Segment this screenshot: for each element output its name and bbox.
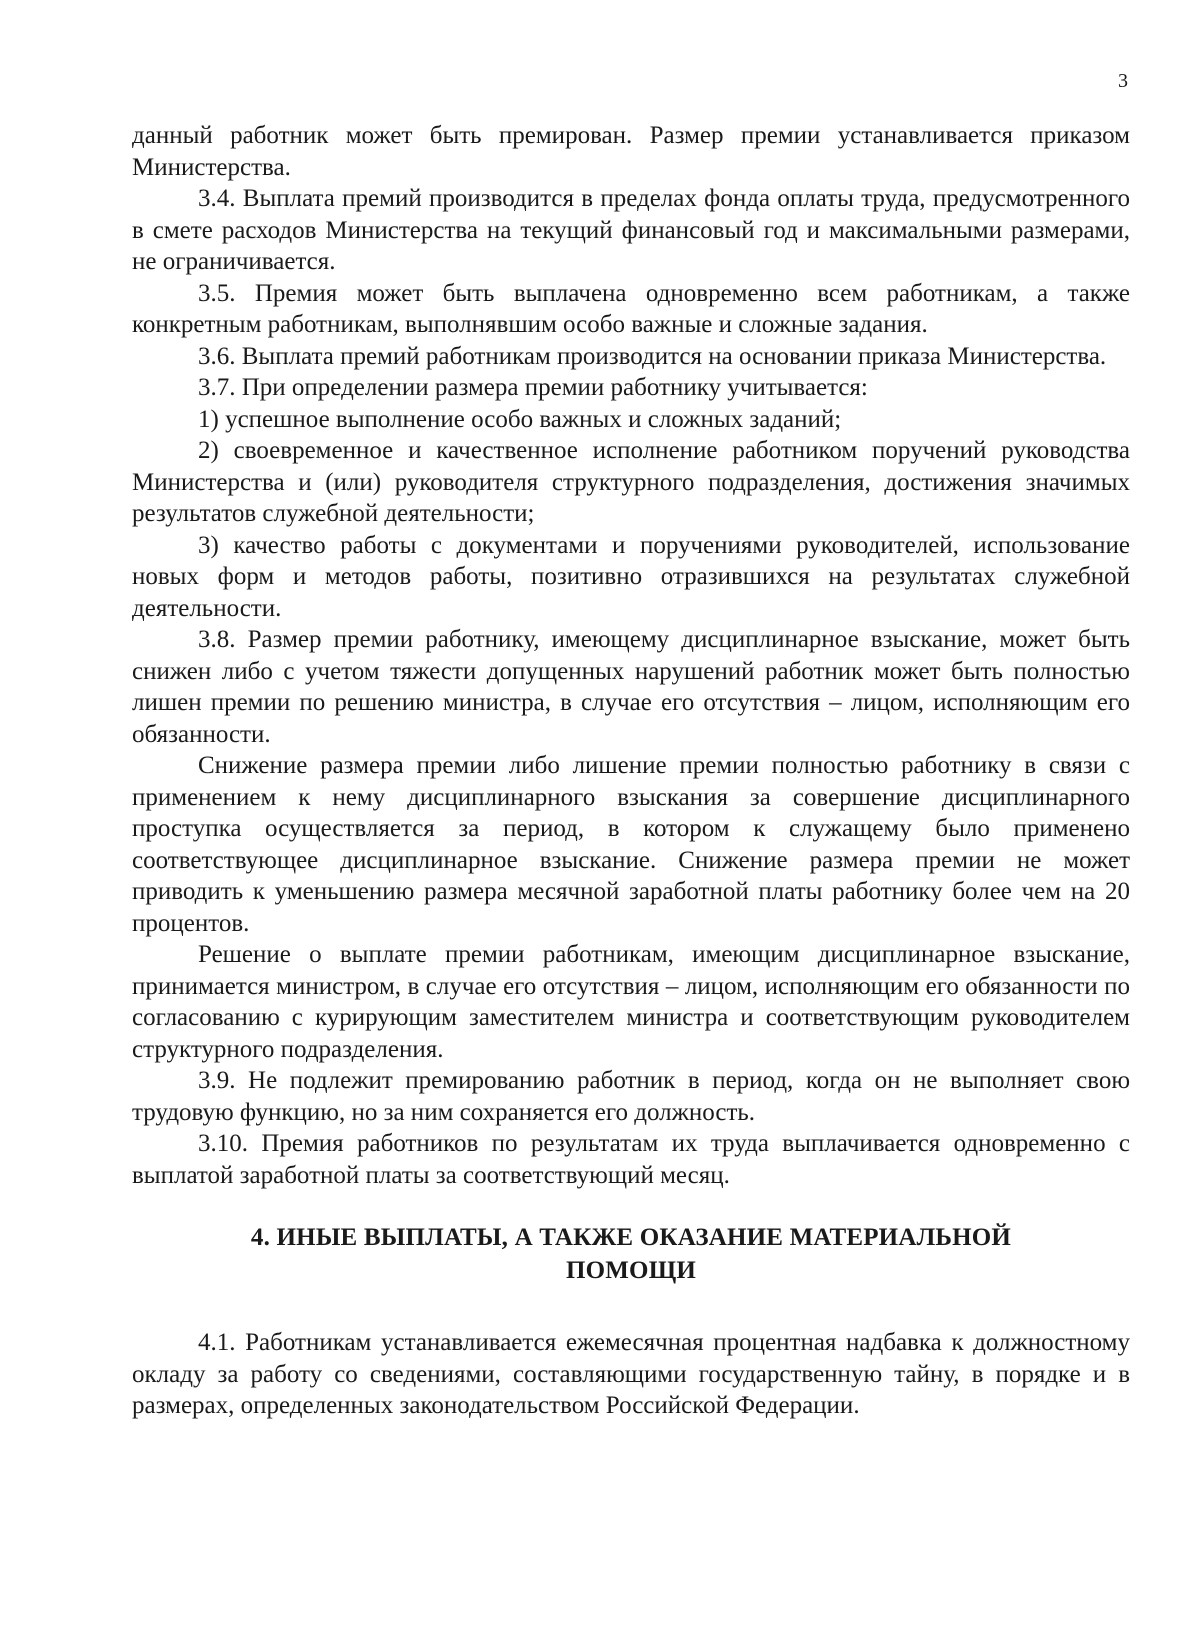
paragraph: 3) качество работы с документами и поручениями руководителей, использование новых форм и методов работы, позитивно отразившихся на результатах служебной деятельности. [132,531,1130,622]
paragraph: 2) своевременное и качественное исполнение работником поручений руководства Министерства и (или) руководителя структурного подразделения, достижения значимых результатов служебной деятельности; [132,437,1130,527]
paragraph: 3.8. Размер премии работнику, имеющему дисциплинарное взыскание, может быть снижен либо с учетом тяжести допущенных нарушений работник может быть полностью лишен премии по решению министра, в случае его отсутствия – лицом, исполняющим его обязанности. [132,626,1130,748]
paragraph: 3.9. Не подлежит премированию работник в период, когда он не выполняет свою трудовую функцию, но за ним сохраняется его должность. [132,1067,1130,1126]
paragraph: Снижение размера премии либо лишение премии полностью работнику в связи с применением к нему дисциплинарного взыскания за совершение дисциплинарного проступка осуществляется за период, в котором к служащему было применено соответствующее дисциплинарное взыскание. Снижение размера премии не может приводить к уменьшению размера месячной заработной платы работнику более чем на 20 процентов. [132,752,1130,937]
paragraph: 3.6. Выплата премий работникам производится на основании приказа Министерства. [198,342,1107,370]
section-4-text [132,1327,1130,1422]
page-number: 3 [1118,70,1128,92]
paragraph: данный работник может быть премирован. Размер премии устанавливается приказом Министерства. [132,122,1130,181]
paragraph: 1) успешное выполнение особо важных и сложных заданий; [198,405,842,433]
paragraph: 3.10. Премия работников по результатам их труда выплачивается одновременно с выплатой заработной платы за соответствующий месяц. [132,1130,1130,1189]
paragraph: 3.5. Премия может быть выплачена одновременно всем работникам, а также конкретным работникам, выполнявшим особо важные и сложные задания. [132,279,1130,338]
document-body [132,120,1130,1422]
paragraph: 3.4. Выплата премий производится в пределах фонда оплаты труда, предусмотренного в смете расходов Министерства на текущий финансовый год и максимальными размерами, не ограничивается. [132,185,1130,275]
paragraph: 3.7. При определении размера премии работнику учитывается: [198,374,868,401]
section-3-text [132,120,1130,1191]
section-4-heading: 4. ИНЫЕ ВЫПЛАТЫ, А ТАКЖЕ ОКАЗАНИЕ МАТЕРИАЛЬНОЙ ПОМОЩИ [250,1224,1012,1284]
paragraph: Решение о выплате премии работникам, имеющим дисциплинарное взыскание, принимается министром, в случае его отсутствия – лицом, исполняющим его обязанности по согласованию с курирующим заместителем министра и соответствующим руководителем структурного подразделения. [132,941,1130,1063]
paragraph: 4.1. Работникам устанавливается ежемесячная процентная надбавка к должностному окладу за работу со сведениями, составляющими государственную тайну, в порядке и в размерах, определенных законодательством Российской Федерации. [132,1329,1130,1419]
